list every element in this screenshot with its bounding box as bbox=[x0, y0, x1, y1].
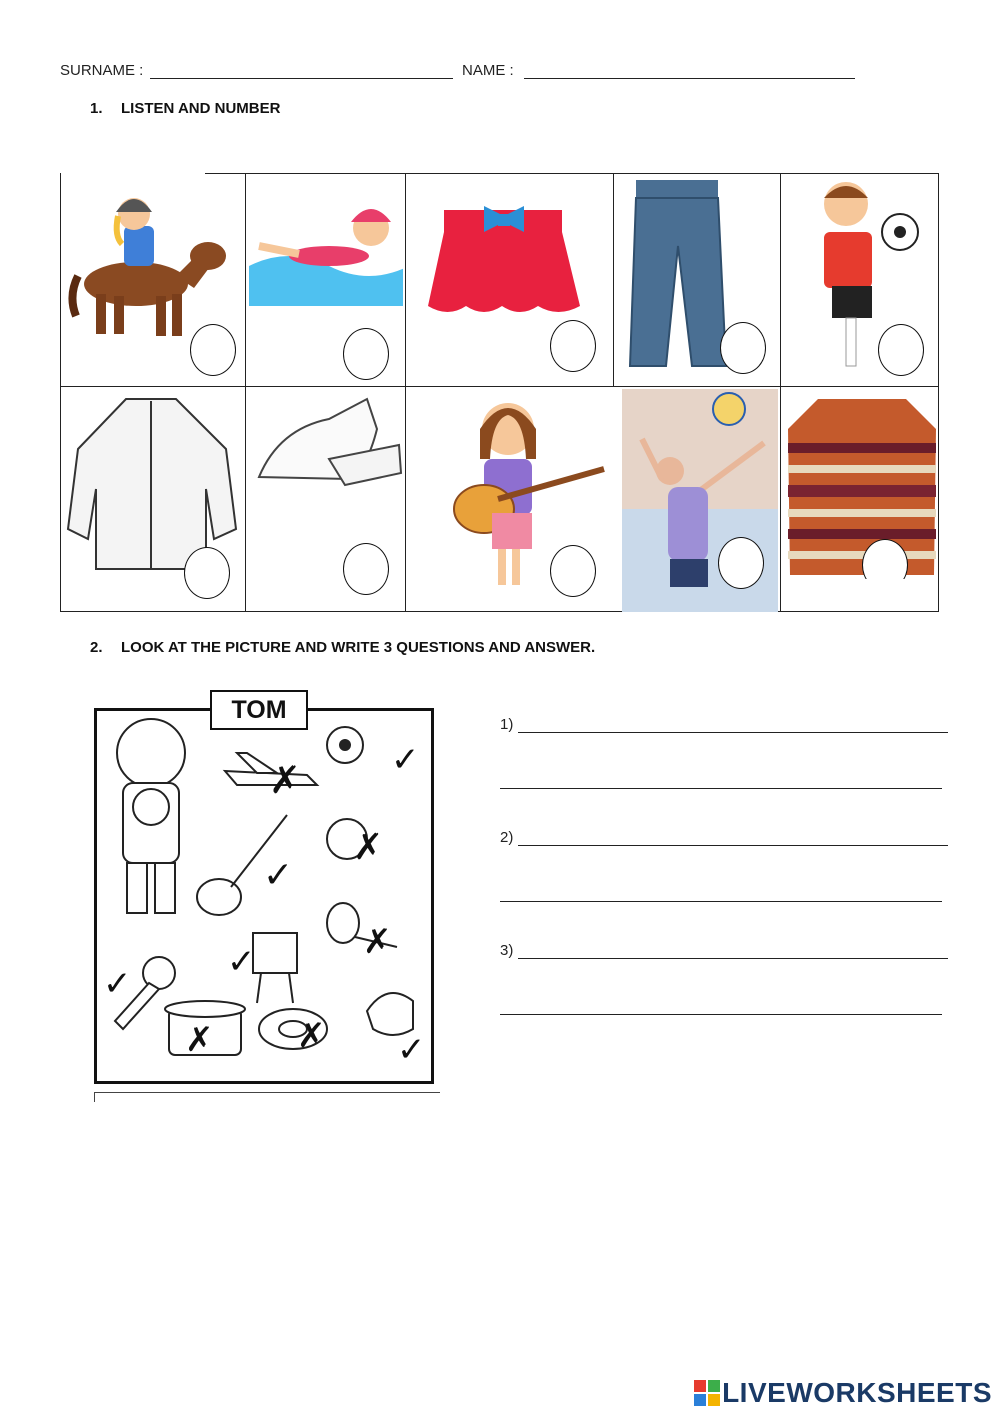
picture-base-line bbox=[94, 1092, 440, 1093]
section2-title: LOOK AT THE PICTURE AND WRITE 3 QUESTIONS AND ANSWER. bbox=[121, 639, 596, 656]
grid-col-divider bbox=[245, 173, 246, 612]
teddy-boy-icon bbox=[117, 719, 185, 913]
check-mark-icon: ✓ bbox=[397, 1030, 426, 1070]
name-label: NAME : bbox=[462, 62, 514, 79]
cross-mark-icon: ✗ bbox=[297, 1016, 326, 1056]
cross-mark-icon: ✗ bbox=[185, 1020, 214, 1060]
check-mark-icon: ✓ bbox=[263, 855, 294, 896]
grid-col-divider bbox=[780, 173, 781, 612]
cross-mark-icon: ✗ bbox=[363, 922, 392, 962]
grid-border-left bbox=[60, 173, 61, 612]
number-circle[interactable] bbox=[343, 543, 389, 595]
number-circle[interactable] bbox=[550, 320, 596, 372]
grid-col-divider bbox=[405, 173, 406, 612]
grid-border-right bbox=[938, 173, 939, 612]
striped-sweater-icon bbox=[788, 389, 936, 579]
brand-name: LIVEWORKSHEETS bbox=[722, 1377, 992, 1408]
grid-border-bottom bbox=[60, 611, 939, 612]
picture-football bbox=[784, 176, 936, 381]
picture-swimming bbox=[249, 176, 403, 381]
grid-col-divider bbox=[613, 173, 614, 387]
answer-line-3[interactable] bbox=[500, 1014, 942, 1015]
number-circle[interactable] bbox=[718, 537, 764, 589]
number-circle[interactable] bbox=[343, 328, 389, 380]
tom-activities-illustration bbox=[97, 711, 431, 1081]
baseball-glove-icon bbox=[367, 993, 413, 1035]
picture-volleyball bbox=[622, 389, 778, 612]
easel-icon bbox=[253, 933, 297, 1003]
answer-label-2: 2) bbox=[500, 829, 514, 846]
picture-jacket bbox=[66, 389, 242, 608]
answer-label-3: 3) bbox=[500, 942, 514, 959]
picture-skirt bbox=[408, 176, 611, 381]
picture-horse-riding bbox=[66, 176, 242, 381]
answer-line-1[interactable] bbox=[500, 788, 942, 789]
section1-number: 1. bbox=[90, 100, 103, 117]
surname-label: SURNAME : bbox=[60, 62, 144, 79]
grid-row-divider bbox=[60, 386, 939, 387]
section1-title: LISTEN AND NUMBER bbox=[121, 100, 281, 117]
question-line-2[interactable] bbox=[518, 845, 948, 846]
number-circle[interactable] bbox=[184, 547, 230, 599]
number-circle[interactable] bbox=[720, 322, 766, 374]
liveworksheets-logo-icon bbox=[694, 1380, 720, 1406]
picture-sweater bbox=[788, 389, 936, 579]
tom-name-label: TOM bbox=[210, 690, 308, 730]
name-field[interactable] bbox=[524, 78, 855, 79]
question-line-1[interactable] bbox=[518, 732, 948, 733]
number-circle[interactable] bbox=[878, 324, 924, 376]
grid-border-top bbox=[205, 173, 939, 174]
tom-picture bbox=[94, 708, 434, 1084]
check-mark-icon: ✓ bbox=[103, 964, 132, 1004]
check-mark-icon: ✓ bbox=[227, 942, 256, 982]
answer-label-1: 1) bbox=[500, 716, 514, 733]
number-circle[interactable] bbox=[190, 324, 236, 376]
number-circle[interactable] bbox=[550, 545, 596, 597]
picture-shoe bbox=[249, 389, 403, 608]
liveworksheets-logo bbox=[694, 1377, 992, 1409]
answer-line-2[interactable] bbox=[500, 901, 942, 902]
picture-guitar-girl bbox=[408, 389, 611, 608]
football-icon bbox=[327, 727, 363, 763]
cross-mark-icon: ✗ bbox=[353, 827, 384, 868]
check-mark-icon: ✓ bbox=[391, 740, 420, 780]
cross-mark-icon: ✗ bbox=[269, 758, 301, 802]
question-line-3[interactable] bbox=[518, 958, 948, 959]
surname-field[interactable] bbox=[150, 78, 453, 79]
section2-number: 2. bbox=[90, 639, 103, 656]
picture-jeans bbox=[616, 176, 778, 381]
picture-base-tick bbox=[94, 1092, 95, 1102]
